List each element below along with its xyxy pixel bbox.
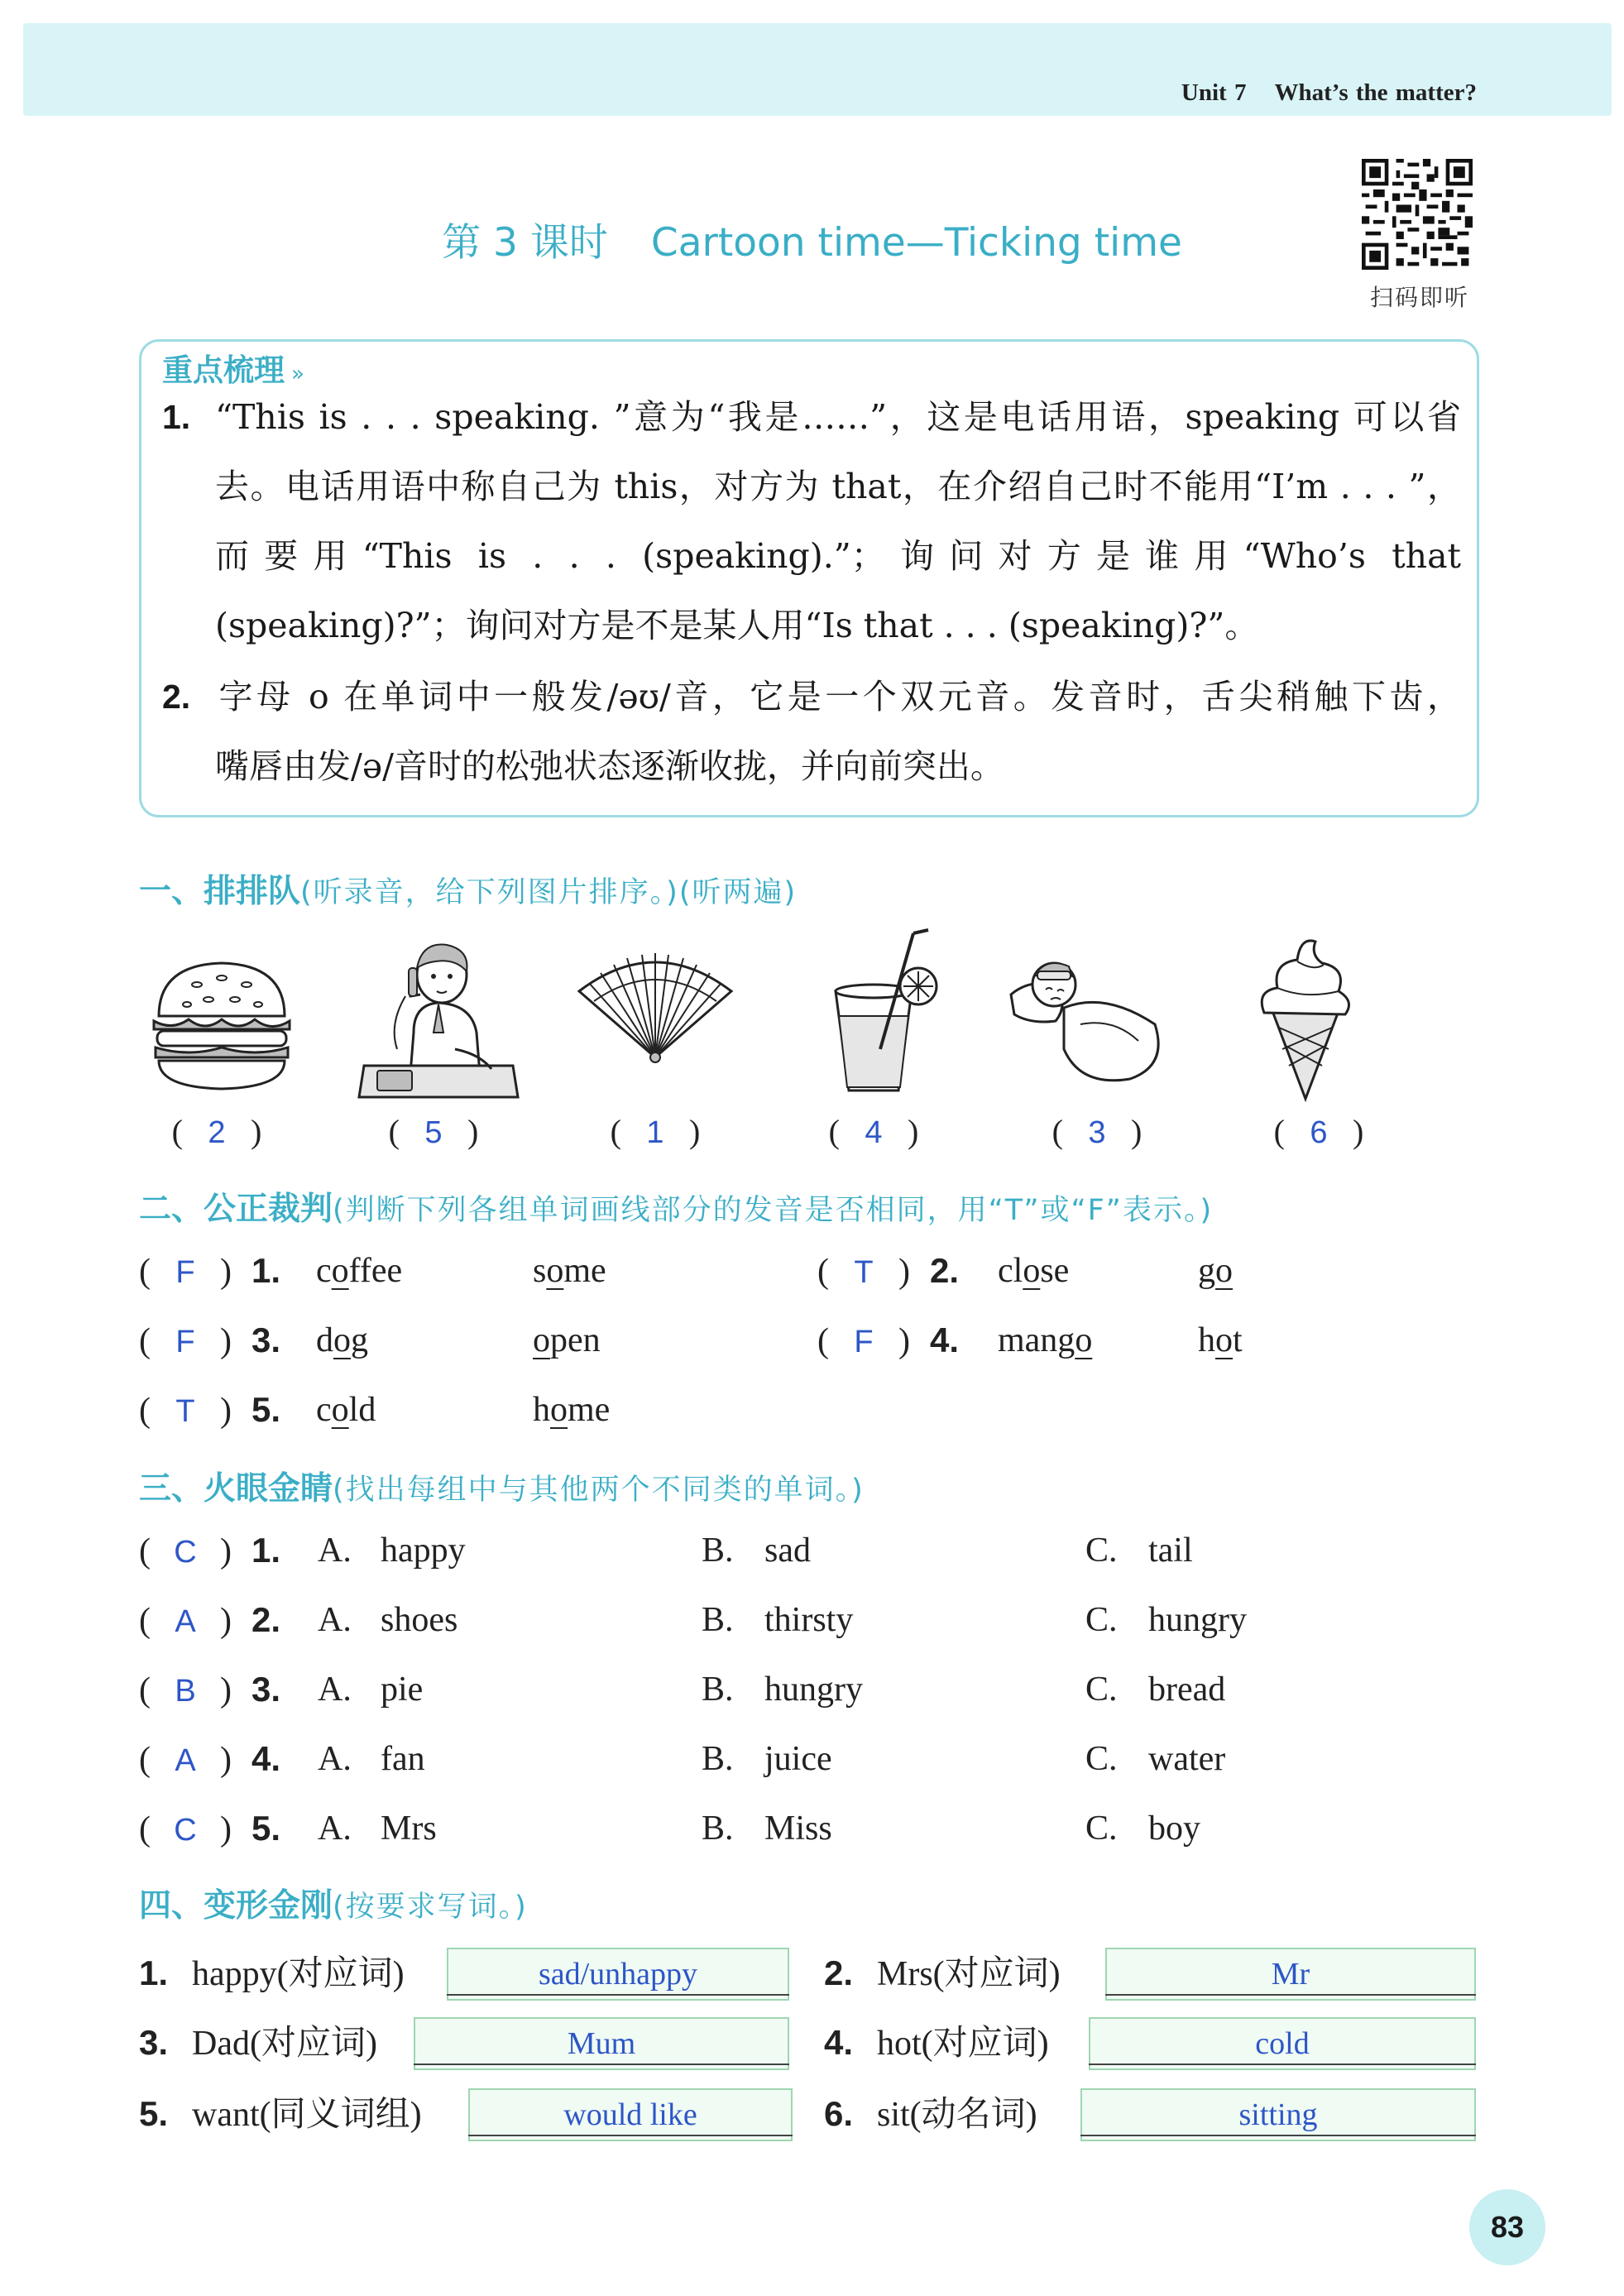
- section2-item-3-answer: F: [175, 1325, 195, 1359]
- underlined-letter: o: [331, 1391, 349, 1429]
- section3-item-4-option-c: C. water: [1085, 1740, 1226, 1778]
- juice-glass-icon: [789, 925, 955, 1107]
- section1-answer-3: ( 1 ): [610, 1113, 701, 1150]
- sick-child-in-bed-icon: [1006, 925, 1171, 1107]
- section2-item-2: ( T ) 2.: [817, 1251, 960, 1291]
- section1-answer-4: ( 4 ): [828, 1113, 919, 1150]
- section2-item-2-answer: T: [854, 1255, 874, 1290]
- section1-answer-4-value: 4: [865, 1115, 883, 1150]
- section3-item-4-option-b: B. juice: [702, 1740, 832, 1778]
- section2-item-3-word2: open: [533, 1321, 601, 1359]
- section4-item-1-answer: sad/unhappy: [538, 1957, 698, 1992]
- section3-hint: (找出每组中与其他两个不同类的单词。): [333, 1474, 865, 1507]
- key-point-2: [162, 662, 1461, 801]
- ice-cream-cone-icon: [1223, 925, 1388, 1107]
- key-point-2-number: 2.: [162, 678, 191, 716]
- key-point-2-line-2: 嘴唇由发/ə/音时的松弛状态逐渐收拢，并向前突出。: [215, 746, 1004, 786]
- key-point-2-line-1: [162, 662, 1461, 731]
- section2-item-4-word2: hot: [1198, 1321, 1243, 1359]
- section4-item-5-answer: would like: [563, 2097, 697, 2132]
- section3-item-2-number: 2.: [252, 1600, 281, 1639]
- section1-answer-6-value: 6: [1310, 1115, 1328, 1150]
- underlined-letter: o: [1023, 1252, 1041, 1290]
- underlined-letter: o: [333, 1321, 351, 1359]
- section2-item-1-word2: some: [533, 1252, 606, 1290]
- section2-item-2-word2: go: [1198, 1252, 1233, 1290]
- section3-item-3: ( B ) 3.: [139, 1670, 281, 1709]
- key-point-1-line-4: (speaking)?”；询问对方是不是某人用“Is that . . . (speaking)?”。: [215, 606, 1259, 645]
- underlined-letter: o: [1215, 1252, 1233, 1290]
- section3-title: 三、火眼金睛: [139, 1470, 333, 1507]
- key-point-1-text-1: “This is . . . speaking. ”意为“我是……”，这是电话用语，speaking 可以省: [215, 397, 1461, 437]
- section2-item-5-word2: home: [533, 1391, 611, 1429]
- section2-item-4-number: 4.: [930, 1321, 960, 1359]
- section3-item-5-answer: C: [174, 1813, 197, 1848]
- section3-item-3-answer: B: [175, 1674, 196, 1709]
- section3-item-1: ( C ) 1.: [139, 1531, 281, 1570]
- section1-answer-2-value: 5: [424, 1115, 443, 1150]
- section1-answer-5: ( 3 ): [1052, 1113, 1143, 1150]
- section3-item-2-answer: A: [175, 1604, 196, 1639]
- unit-label: Unit 7: [1181, 79, 1247, 106]
- section2-heading: [139, 1183, 1213, 1229]
- section4-item-3-prompt: 3. Dad(对应词): [139, 2023, 377, 2063]
- section2-item-3-word1: dog: [316, 1321, 368, 1359]
- key-point-1-number: 1.: [162, 398, 191, 436]
- key-point-1-line-3: 而要用“This is . . . (speaking).”；询问对方是谁用“Who’s that: [215, 536, 1461, 576]
- section4-item-2-prompt: 2. Mrs(对应词): [824, 1953, 1061, 1993]
- underlined-letter: o: [550, 1391, 568, 1429]
- section3-item-1-option-c: C. tail: [1085, 1531, 1193, 1570]
- section3-item-4: ( A ) 4.: [139, 1739, 281, 1779]
- section1-answer-2: ( 5 ): [388, 1113, 479, 1150]
- qr-caption: 扫码即听: [1369, 284, 1469, 311]
- section3-item-3-option-c: C. bread: [1085, 1670, 1226, 1709]
- section2-item-4-answer: F: [854, 1325, 874, 1359]
- running-head: [1181, 79, 1477, 107]
- lesson-label: 第 3 课时: [442, 220, 608, 266]
- section4-item-4-line: [1089, 2064, 1476, 2065]
- section3-item-2-option-a: A. shoes: [318, 1601, 458, 1639]
- section3-item-5-option-c: C. boy: [1085, 1809, 1200, 1848]
- section4-item-5-line: [468, 2135, 793, 2136]
- key-point-1-line-2: 去。电话用语中称自己为 this，对方为 that，在介绍自己时不能用“I’m . . . ”，: [215, 467, 1461, 506]
- section4-item-1-prompt: 1. happy(对应词): [139, 1953, 405, 1993]
- section2-title: 二、公正裁判: [139, 1191, 333, 1228]
- section1-title: 一、排排队: [139, 873, 301, 910]
- unit-title: What’s the matter?: [1274, 79, 1477, 106]
- lesson-title: [0, 212, 1624, 267]
- section4-item-6-answer: sitting: [1238, 2097, 1318, 2132]
- underlined-letter: o: [331, 1252, 349, 1290]
- section2-item-1: ( F ) 1.: [139, 1251, 281, 1291]
- section4-item-1-line: [447, 1994, 789, 1996]
- section3-item-3-number: 3.: [252, 1670, 281, 1709]
- underlined-letter: o: [533, 1321, 550, 1359]
- section2-item-2-word1: close: [998, 1252, 1070, 1290]
- folding-fan-icon: [572, 925, 738, 1107]
- section1-answer-1: ( 2 ): [171, 1113, 262, 1150]
- section2-item-4: ( F ) 4.: [817, 1321, 960, 1360]
- section2-item-3-number: 3.: [252, 1321, 281, 1359]
- section3-item-1-option-a: A. happy: [318, 1531, 466, 1570]
- section3-item-2: ( A ) 2.: [139, 1600, 281, 1640]
- key-point-1: [162, 382, 1461, 660]
- section3-item-5-number: 5.: [252, 1809, 281, 1848]
- lesson-name: Cartoon time—Ticking time: [650, 220, 1182, 266]
- section1-answer-6: ( 6 ): [1273, 1113, 1364, 1150]
- section2-hint: (判断下列各组单词画线部分的发音是否相同，用“T”或“F”表示。): [333, 1194, 1214, 1227]
- section3-item-3-option-b: B. hungry: [702, 1670, 863, 1709]
- section3-item-5: ( C ) 5.: [139, 1809, 281, 1848]
- section3-item-4-number: 4.: [252, 1739, 281, 1778]
- page-number: 83: [1469, 2189, 1545, 2265]
- section2-item-1-answer: F: [175, 1255, 195, 1290]
- section3-item-1-option-b: B. sad: [702, 1531, 811, 1570]
- key-point-1-line-1: [162, 382, 1461, 452]
- section4-title: 四、变形金刚: [139, 1887, 333, 1925]
- section3-item-5-option-b: B. Miss: [702, 1809, 832, 1848]
- section3-item-4-option-a: A. fan: [318, 1740, 425, 1778]
- hamburger-icon: [139, 925, 304, 1107]
- section2-item-5: ( T ) 5.: [139, 1390, 281, 1430]
- key-points-heading-text: 重点梳理: [162, 352, 285, 388]
- section4-hint: (按要求写词。): [333, 1891, 528, 1924]
- section1-answer-1-value: 2: [208, 1115, 226, 1150]
- chevron-right-icon: »: [291, 362, 304, 386]
- section3-item-2-option-c: C. hungry: [1085, 1601, 1247, 1639]
- section3-heading: [139, 1463, 865, 1509]
- section4-item-2-line: [1105, 1994, 1476, 1996]
- section3-item-5-option-a: A. Mrs: [318, 1809, 437, 1848]
- section1-answer-3-value: 1: [646, 1115, 664, 1150]
- section3-item-3-option-a: A. pie: [318, 1670, 424, 1709]
- section2-item-1-number: 1.: [252, 1251, 281, 1290]
- underlined-letter: o: [546, 1252, 564, 1290]
- section3-item-4-answer: A: [175, 1743, 196, 1778]
- section2-item-5-number: 5.: [252, 1390, 281, 1429]
- section2-item-4-word1: mango: [998, 1321, 1093, 1359]
- section1-heading: [139, 865, 797, 912]
- underlined-letter: o: [1215, 1321, 1233, 1359]
- underlined-letter: o: [1075, 1321, 1093, 1359]
- man-on-phone-icon: [356, 925, 521, 1107]
- section4-item-3-answer: Mum: [567, 2026, 636, 2061]
- section3-item-1-answer: C: [174, 1535, 197, 1570]
- section3-item-2-option-b: B. thirsty: [702, 1601, 854, 1639]
- section2-item-1-word1: coffee: [316, 1252, 403, 1290]
- section4-item-6-prompt: 6. sit(动名词): [824, 2094, 1037, 2134]
- key-point-2-text-1: 字母 o 在单词中一般发/əʊ/音，它是一个双元音。发音时，舌尖稍触下齿，: [215, 677, 1461, 717]
- section4-item-4-prompt: 4. hot(对应词): [824, 2023, 1049, 2063]
- section4-item-2-answer: Mr: [1271, 1957, 1310, 1992]
- section2-item-2-number: 2.: [930, 1251, 960, 1290]
- section4-heading: [139, 1880, 528, 1926]
- section3-item-1-number: 1.: [252, 1531, 281, 1570]
- section2-item-5-answer: T: [175, 1394, 195, 1429]
- section4-item-6-line: [1080, 2135, 1476, 2136]
- section2-item-5-word1: cold: [316, 1391, 376, 1429]
- section4-item-3-line: [414, 2064, 789, 2065]
- section1-hint: (听录音，给下列图片排序。)(听两遍): [300, 876, 798, 909]
- section4-item-4-answer: cold: [1255, 2026, 1310, 2061]
- section4-item-5-prompt: 5. want(同义词组): [139, 2094, 422, 2134]
- section2-item-3: ( F ) 3.: [139, 1321, 281, 1360]
- section1-answer-5-value: 3: [1088, 1115, 1106, 1150]
